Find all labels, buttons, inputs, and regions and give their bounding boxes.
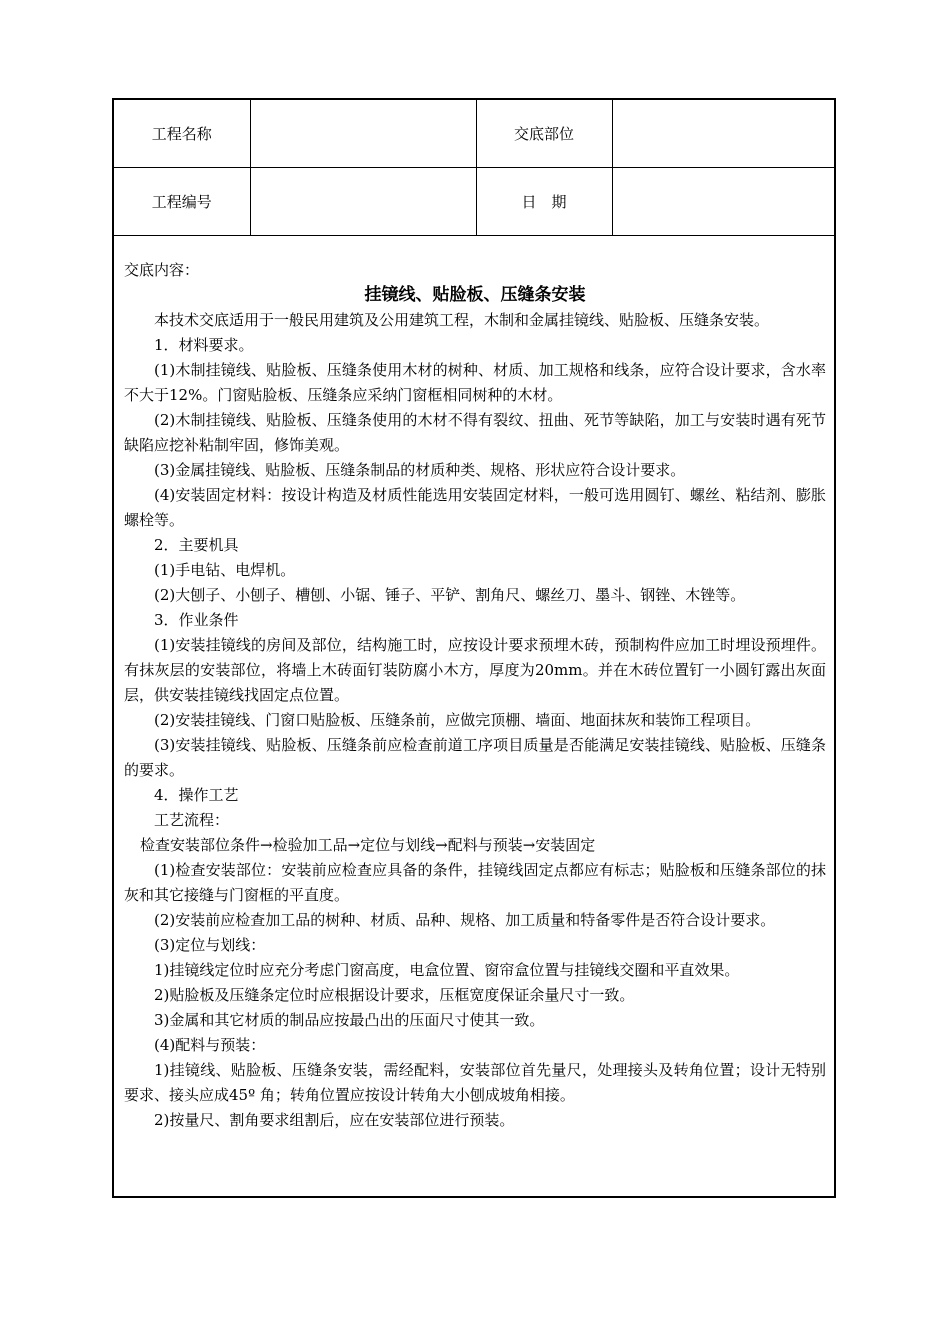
content-paragraph: (1)手电钻、电焊机。: [154, 561, 296, 579]
header-row-1: [114, 100, 834, 168]
content-paragraphs: [124, 308, 826, 1133]
project-no-value: [250, 168, 476, 236]
content-paragraph: 2)贴脸板及压缝条定位时应根据设计要求，压框宽度保证余量尺寸一致。: [154, 986, 635, 1004]
handover-form: [112, 98, 836, 1198]
content-paragraph: (4)配料与预装：: [154, 1036, 266, 1054]
content-paragraph: (2)大刨子、小刨子、槽刨、小锯、锤子、平铲、割角尺、螺丝刀、墨斗、钢锉、木锉等。: [154, 586, 746, 604]
content-paragraph: 3．作业条件: [154, 611, 239, 629]
content-paragraph: 工艺流程：: [154, 811, 230, 829]
header-row-2: [114, 168, 834, 236]
content-paragraph: (1)检查安装部位：安装前应检查应具备的条件，挂镜线固定点都应有标志；贴脸板和压缝条部位的抹灰和其它接缝与门窗框的平直度。: [124, 861, 826, 904]
content-label: 交底内容：: [124, 261, 200, 279]
content-paragraph: (1)木制挂镜线、贴脸板、压缝条使用木材的树种、材质、加工规格和线条，应符合设计要求，含水率不大于12%。门窗贴脸板、压缝条应采纳门窗框相同树种的木材。: [124, 361, 826, 404]
content-paragraph: 1)挂镜线、贴脸板、压缝条安装，需经配料，安装部位首先量尺，处理接头及转角位置；设计无特别要求、接头应成45º 角；转角位置应按设计转角大小刨成坡角相接。: [124, 1061, 826, 1104]
content-paragraph: (2)安装前应检查加工品的树种、材质、品种、规格、加工质量和特备零件是否符合设计要求。: [154, 911, 776, 929]
content-paragraph: (3)安装挂镜线、贴脸板、压缝条前应检查前道工序项目质量是否能满足安装挂镜线、贴脸板、压缝条的要求。: [124, 736, 826, 779]
document-title: 挂镜线、贴脸板、压缝条安装: [364, 285, 586, 305]
project-no-label: 工程编号: [114, 168, 250, 236]
content-paragraph: (2)安装挂镜线、门窗口贴脸板、压缝条前，应做完顶棚、墙面、地面抹灰和装饰工程项目。: [154, 711, 761, 729]
content-paragraph: (4)安装固定材料：按设计构造及材质性能选用安装固定材料，一般可选用圆钉、螺丝、粘结剂、膨胀螺栓等。: [124, 486, 826, 529]
content-paragraph: (2)木制挂镜线、贴脸板、压缝条使用的木材不得有裂纹、扭曲、死节等缺陷，加工与安装时遇有死节缺陷应挖补粘制牢固，修饰美观。: [124, 411, 826, 454]
project-name-label: 工程名称: [114, 100, 250, 168]
content-paragraph: 2)按量尺、割角要求组割后，应在安装部位进行预装。: [154, 1111, 515, 1129]
content-paragraph: 检查安装部位条件→检验加工品→定位与划线→配料与预装→安装固定: [140, 836, 596, 854]
content-paragraph: 本技术交底适用于一般民用建筑及公用建筑工程，木制和金属挂镜线、贴脸板、压缝条安装。: [154, 311, 770, 329]
content-paragraph: 1)挂镜线定位时应充分考虑门窗高度，电盒位置、窗帘盒位置与挂镜线交圈和平直效果。: [154, 961, 740, 979]
project-name-value: [250, 100, 476, 168]
content-paragraph: 3)金属和其它材质的制品应按最凸出的压面尺寸使其一致。: [154, 1011, 545, 1029]
date-label: 日 期: [476, 168, 612, 236]
content-paragraph: (3)定位与划线：: [154, 936, 266, 954]
header-table: [114, 100, 834, 236]
content-paragraph: (3)金属挂镜线、贴脸板、压缝条制品的材质种类、规格、形状应符合设计要求。: [154, 461, 686, 479]
date-value: [612, 168, 834, 236]
handover-content: [114, 236, 834, 1133]
content-paragraph: (1)安装挂镜线的房间及部位，结构施工时，应按设计要求预埋木砖，预制构件应加工时埋设预埋件。有抹灰层的安装部位，将墙上木砖面钉装防腐小木方，厚度为20mm。并在木砖位置钉一小圆钉露出灰面层，供安装挂镜线找固定点位置。: [124, 636, 826, 704]
content-paragraph: 1．材料要求。: [154, 336, 254, 354]
content-paragraph: 4．操作工艺: [154, 786, 239, 804]
content-paragraph: 2．主要机具: [154, 536, 239, 554]
handover-part-value: [612, 100, 834, 168]
handover-part-label: 交底部位: [476, 100, 612, 168]
